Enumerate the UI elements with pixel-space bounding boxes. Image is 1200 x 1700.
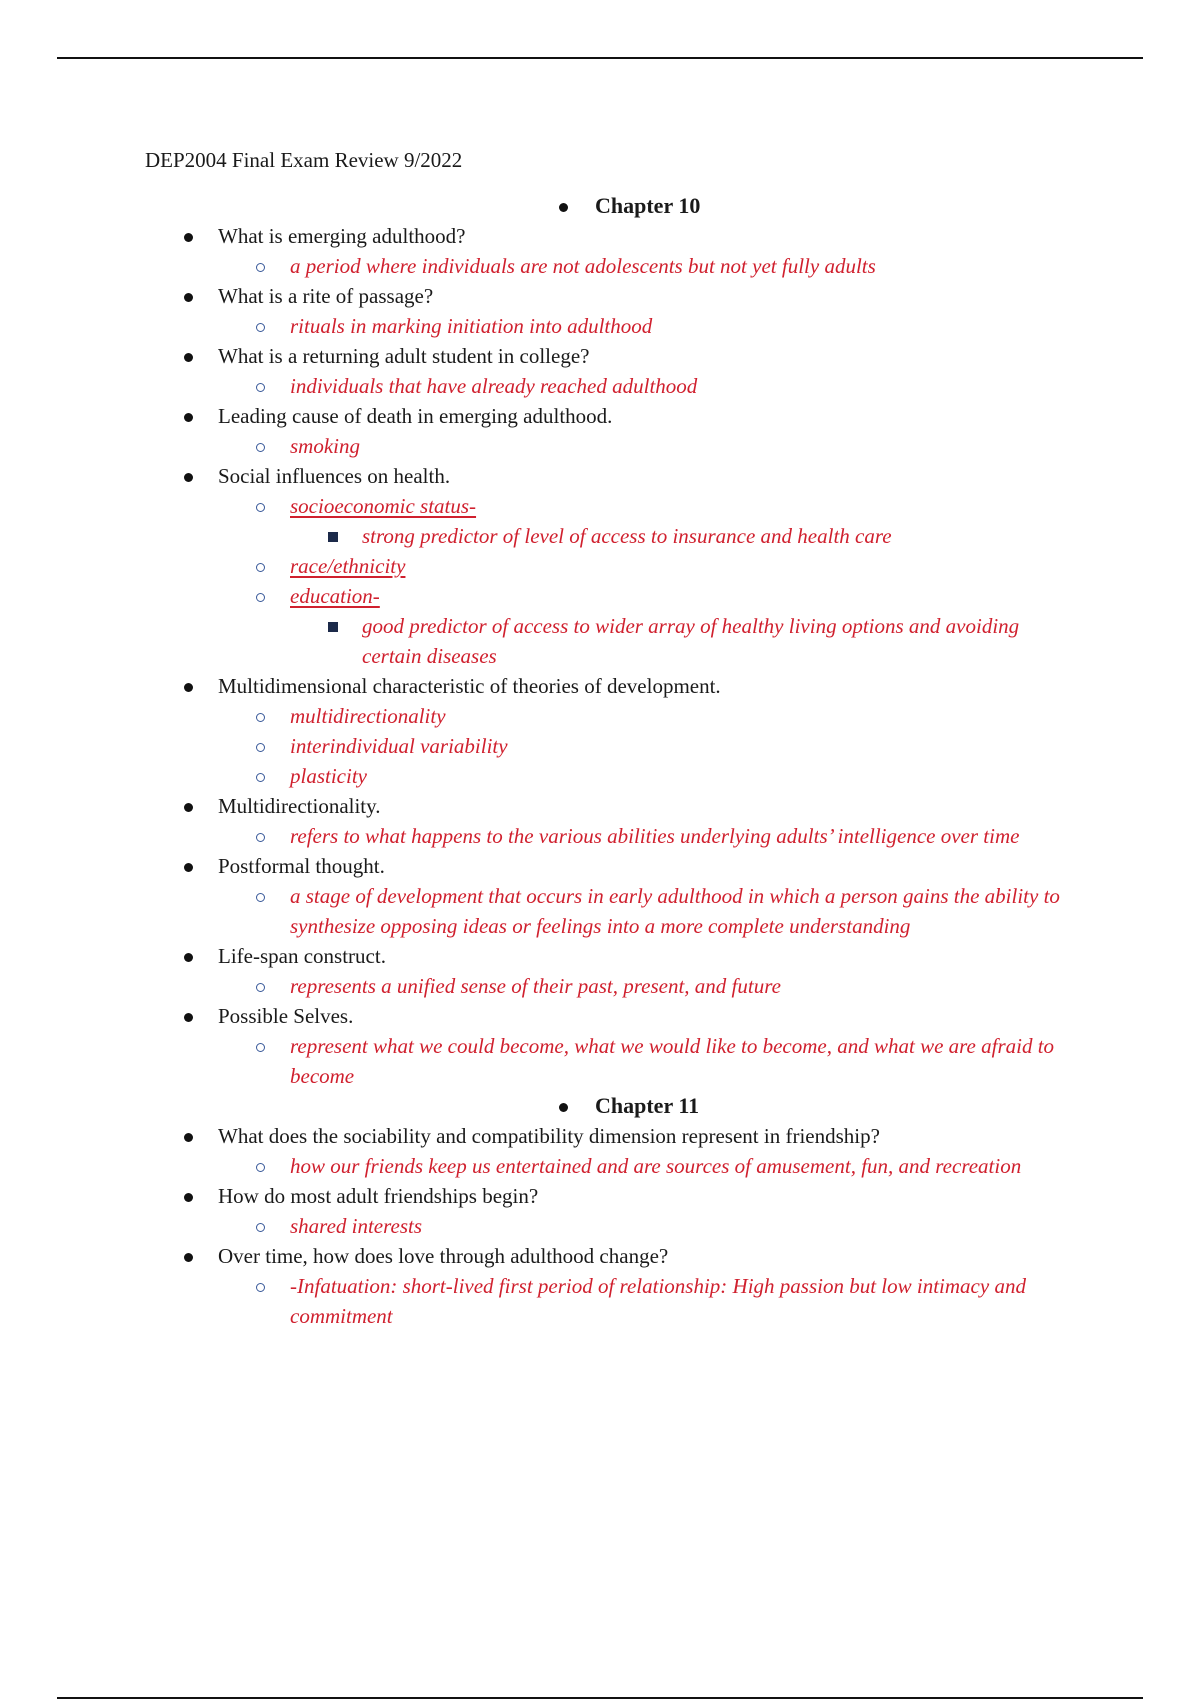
circle-bullet-icon	[256, 983, 265, 992]
bullet-icon	[559, 203, 568, 212]
bullet-icon	[184, 953, 193, 962]
sub-answer-text: strong predictor of level of access to insurance and health care	[362, 524, 892, 548]
circle-bullet-icon	[256, 593, 265, 602]
answer-item	[0, 371, 1200, 401]
question-item	[0, 671, 1200, 701]
circle-bullet-icon	[256, 713, 265, 722]
question-text: Multidimensional characteristic of theories of development.	[218, 674, 721, 698]
square-bullet-icon	[328, 532, 338, 542]
question-text: Life-span construct.	[218, 944, 386, 968]
question-item	[0, 1241, 1200, 1271]
bullet-icon	[184, 293, 193, 302]
question-text: Social influences on health.	[218, 464, 451, 488]
answer-text: interindividual variability	[290, 734, 508, 758]
circle-bullet-icon	[256, 263, 265, 272]
question-text: Multidirectionality.	[218, 794, 381, 818]
bullet-icon	[184, 1013, 193, 1022]
question-text: What is a rite of passage?	[218, 284, 434, 308]
answer-text: education-	[290, 584, 380, 608]
bullet-icon	[184, 1193, 193, 1202]
circle-bullet-icon	[256, 1163, 265, 1172]
question-text: What is emerging adulthood?	[218, 224, 466, 248]
circle-bullet-icon	[256, 893, 265, 902]
chapter-heading	[0, 1091, 1200, 1121]
circle-bullet-icon	[256, 773, 265, 782]
bullet-icon	[184, 1253, 193, 1262]
bullet-icon	[184, 413, 193, 422]
question-item	[0, 461, 1200, 491]
circle-bullet-icon	[256, 743, 265, 752]
question-text: Possible Selves.	[218, 1004, 354, 1028]
answer-text: rituals in marking initiation into adulthood	[290, 314, 653, 338]
answer-item	[0, 761, 1200, 791]
circle-bullet-icon	[256, 503, 265, 512]
bullet-icon	[559, 1103, 568, 1112]
square-bullet-icon	[328, 622, 338, 632]
question-text: How do most adult friendships begin?	[218, 1184, 539, 1208]
bullet-icon	[184, 473, 193, 482]
answer-text: race/ethnicity	[290, 554, 406, 578]
question-item	[0, 221, 1200, 251]
chapter-title: Chapter 11	[595, 1093, 700, 1118]
answer-text: multidirectionality	[290, 704, 446, 728]
answer-text: smoking	[290, 434, 360, 458]
circle-bullet-icon	[256, 833, 265, 842]
question-text: Over time, how does love through adulthood change?	[218, 1244, 669, 1268]
question-item	[0, 1181, 1200, 1211]
question-item	[0, 281, 1200, 311]
bullet-icon	[184, 353, 193, 362]
bullet-icon	[184, 683, 193, 692]
question-text: What is a returning adult student in college?	[218, 344, 590, 368]
bottom-rule	[57, 1697, 1143, 1699]
circle-bullet-icon	[256, 383, 265, 392]
question-item	[0, 851, 1200, 881]
answer-item	[0, 1031, 1200, 1091]
answer-item	[0, 1211, 1200, 1241]
answer-item	[0, 971, 1200, 1001]
answer-text: plasticity	[290, 764, 367, 788]
answer-text: individuals that have already reached adulthood	[290, 374, 698, 398]
chapter-title: Chapter 10	[595, 193, 701, 218]
answer-item	[0, 491, 1200, 521]
answer-text: represent what we could become, what we would like to become, and what we are afraid to become	[290, 1034, 1055, 1088]
circle-bullet-icon	[256, 1223, 265, 1232]
answer-item	[0, 581, 1200, 611]
answer-item	[0, 1271, 1200, 1331]
bullet-icon	[184, 863, 193, 872]
answer-item	[0, 821, 1200, 851]
question-item	[0, 341, 1200, 371]
circle-bullet-icon	[256, 443, 265, 452]
question-item	[0, 791, 1200, 821]
answer-item	[0, 1151, 1200, 1181]
circle-bullet-icon	[256, 1043, 265, 1052]
circle-bullet-icon	[256, 323, 265, 332]
answer-text: socioeconomic status-	[290, 494, 477, 518]
sub-answer-item	[0, 521, 1200, 551]
question-text: What does the sociability and compatibility dimension represent in friendship?	[218, 1124, 880, 1148]
question-item	[0, 1121, 1200, 1151]
document-title: DEP2004 Final Exam Review 9/2022	[145, 148, 463, 172]
bullet-icon	[184, 233, 193, 242]
question-text: Leading cause of death in emerging adulthood.	[218, 404, 613, 428]
answer-text: a stage of development that occurs in early adulthood in which a person gains the ability to synthesize opposing ideas or feelings into a more complete understanding	[290, 884, 1060, 938]
sub-answer-text: good predictor of access to wider array of healthy living options and avoiding certain diseases	[362, 614, 1020, 668]
bullet-icon	[184, 803, 193, 812]
chapter-heading	[0, 191, 1200, 221]
answer-item	[0, 731, 1200, 761]
bullet-icon	[184, 1133, 193, 1142]
question-text: Postformal thought.	[218, 854, 385, 878]
answer-item	[0, 431, 1200, 461]
answer-item	[0, 701, 1200, 731]
top-rule	[57, 57, 1143, 59]
answer-text: -Infatuation: short-lived first period of relationship: High passion but low intimacy and commitment	[290, 1274, 1026, 1328]
question-item	[0, 1001, 1200, 1031]
document-body	[0, 191, 1200, 1331]
question-item	[0, 401, 1200, 431]
answer-text: how our friends keep us entertained and are sources of amusement, fun, and recreation	[290, 1154, 1022, 1178]
answer-item	[0, 551, 1200, 581]
circle-bullet-icon	[256, 1283, 265, 1292]
answer-text: a period where individuals are not adolescents but not yet fully adults	[290, 254, 876, 278]
circle-bullet-icon	[256, 563, 265, 572]
question-item	[0, 941, 1200, 971]
answer-text: refers to what happens to the various abilities underlying adults’ intelligence over time	[290, 824, 1020, 848]
answer-item	[0, 311, 1200, 341]
answer-text: represents a unified sense of their past, present, and future	[290, 974, 781, 998]
sub-answer-item	[0, 611, 1200, 671]
answer-text: shared interests	[290, 1214, 423, 1238]
answer-item	[0, 251, 1200, 281]
answer-item	[0, 881, 1200, 941]
